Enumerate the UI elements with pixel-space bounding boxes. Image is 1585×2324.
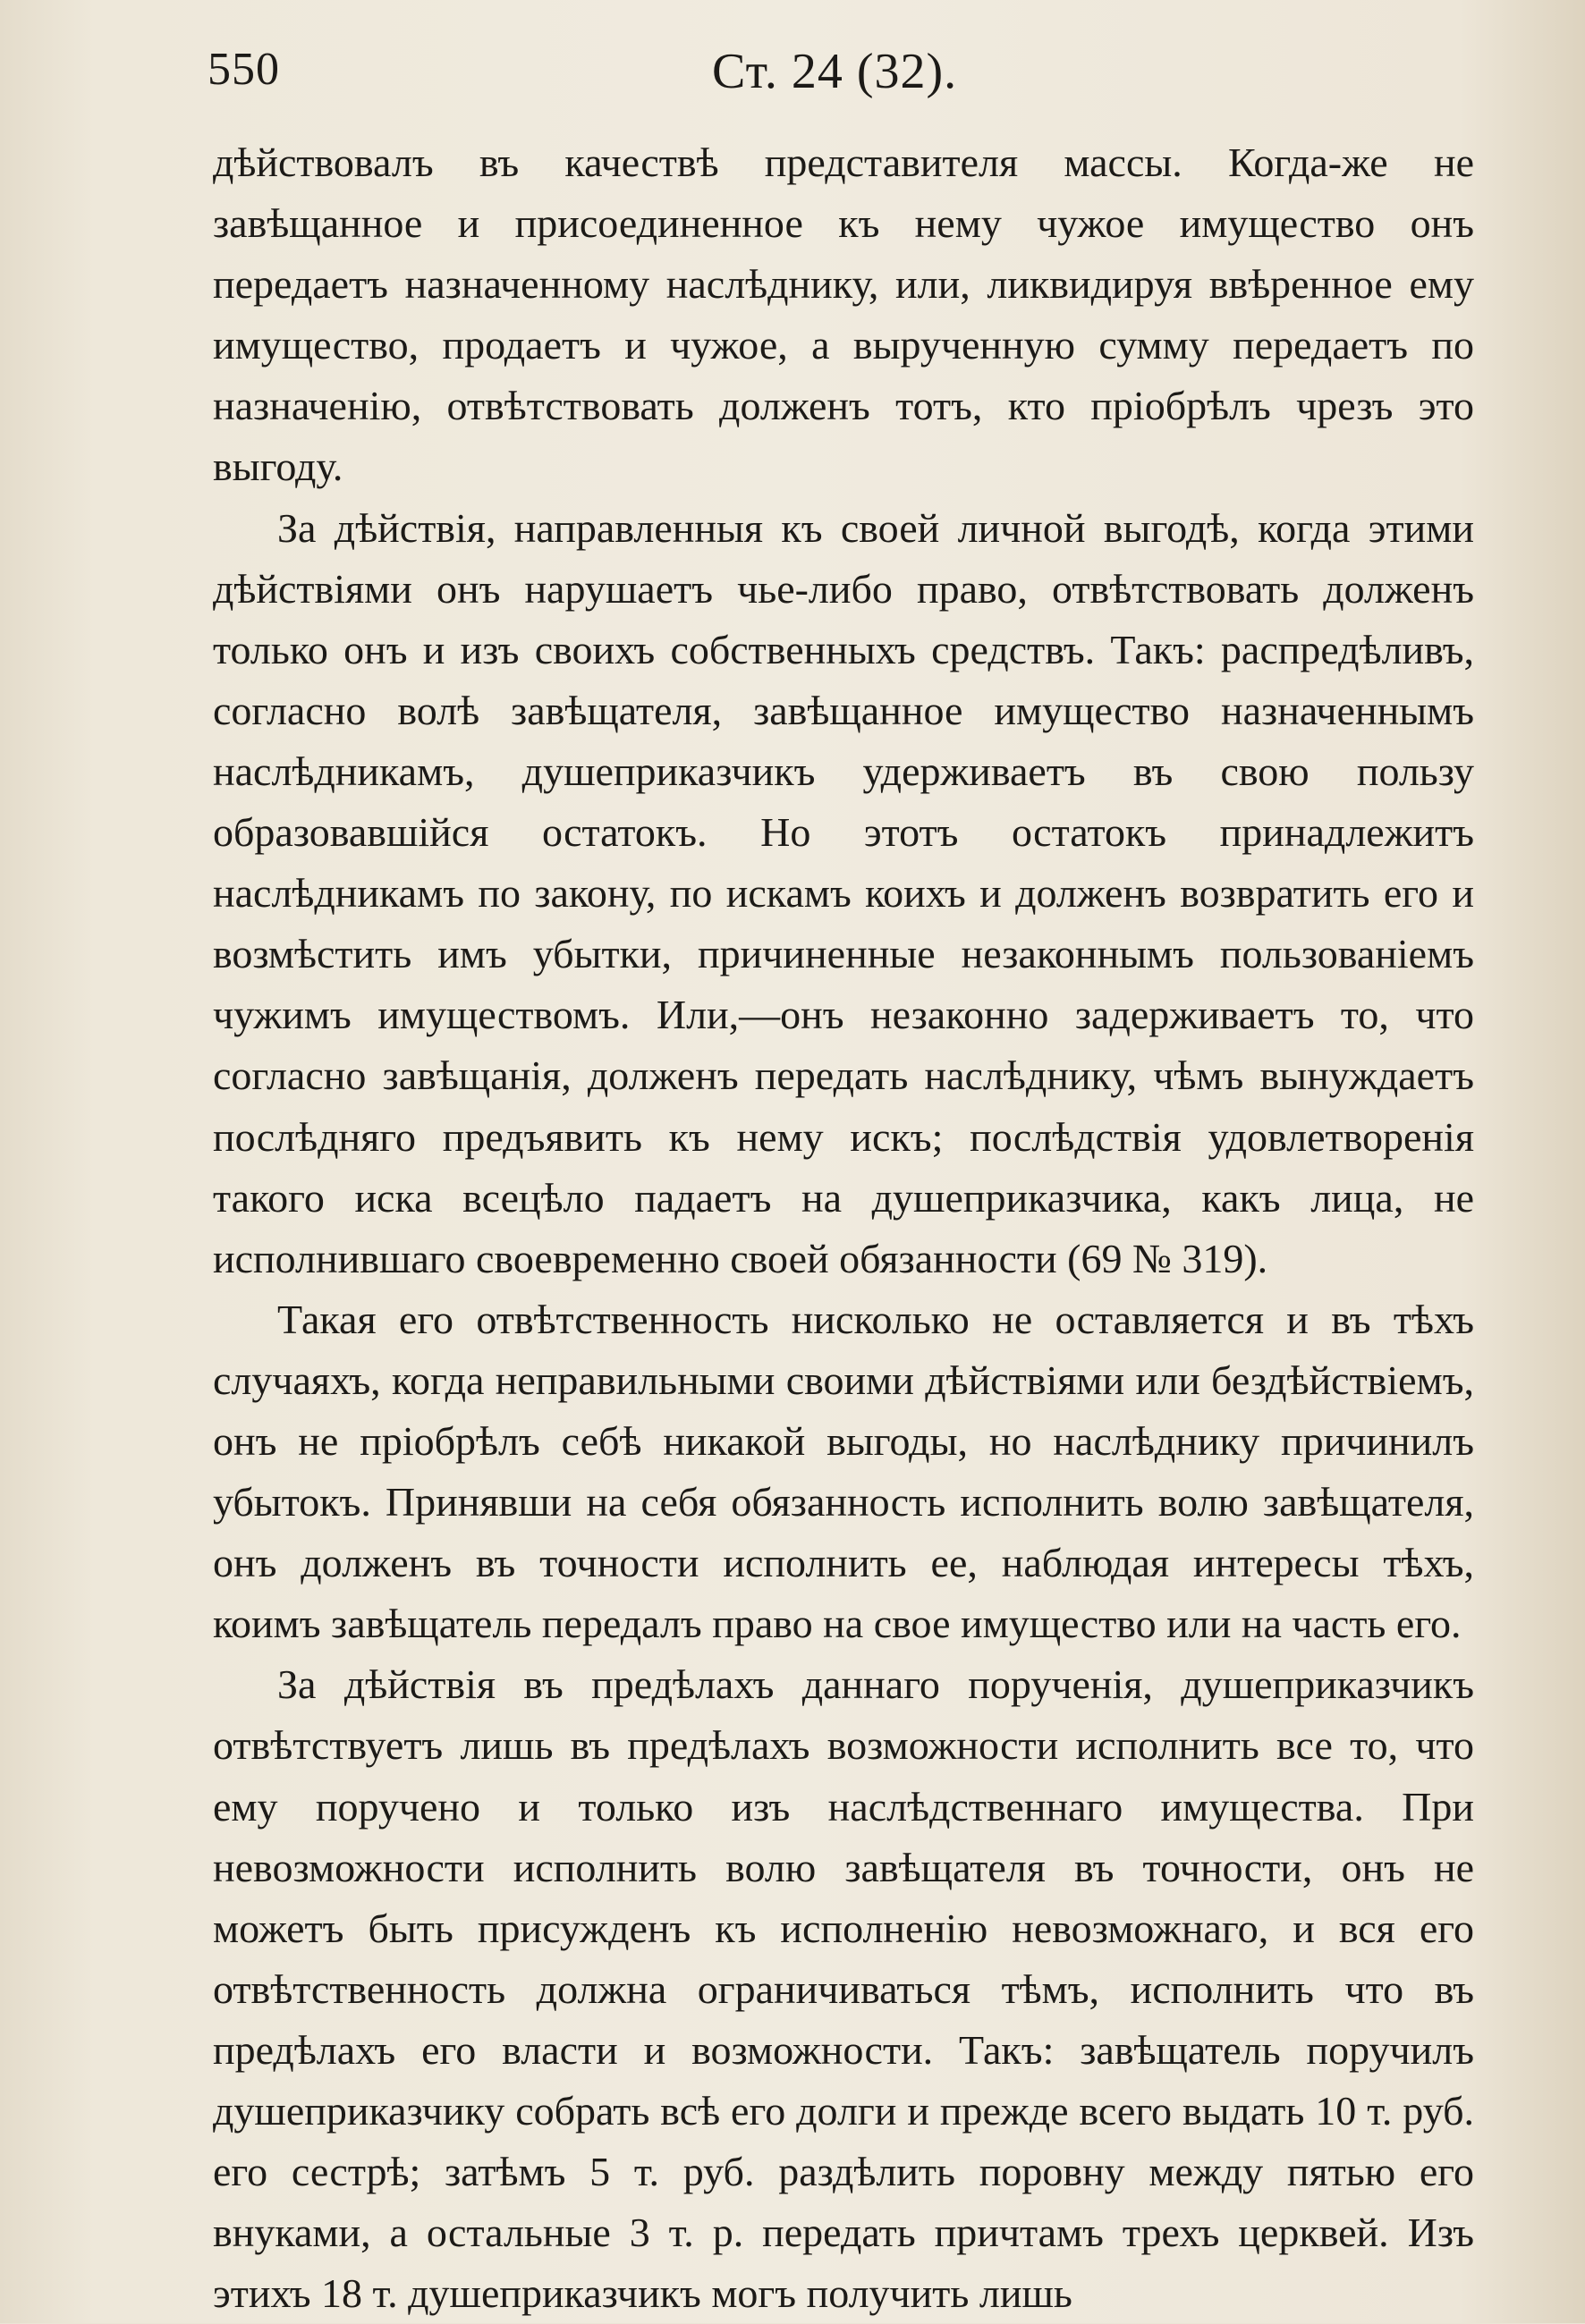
page-number: 550 bbox=[208, 44, 280, 95]
running-head: Ст. 24 (32). bbox=[712, 44, 958, 99]
page-header bbox=[0, 27, 1585, 125]
paragraph: Такая его отвѣтственность нисколько не оставляется и въ тѣхъ случаяхъ, когда неправильными своими дѣйствіями или бездѣйствіемъ, онъ не пріобрѣлъ себѣ никакой выгоды, но наслѣднику причинилъ убытокъ. Принявши на себя обязанность исполнить волю завѣщателя, онъ долженъ въ точности исполнить ее, наблюдая интересы тѣхъ, коимъ завѣщатель передалъ право на свое имущество или на часть его. bbox=[213, 1296, 1474, 1647]
paragraph: За дѣйствія въ предѣлахъ даннаго порученія, душеприказчикъ отвѣтствуетъ лишь въ предѣлахъ возможности исполнить все то, что ему поручено и только изъ наслѣдственнаго имущества. При невозможности исполнить волю завѣщателя въ точности, онъ не можетъ быть присужденъ къ исполненію невозможнаго, и вся его отвѣтственность должна ограничиваться тѣмъ, исполнить что въ предѣлахъ его власти и возможности. Такъ: завѣщатель поручилъ душеприказчику собрать всѣ его долги и прежде всего выдать 10 т. руб. его сестрѣ; затѣмъ 5 т. руб. раздѣлить поровну между пятью его внуками, а остальные 3 т. р. передать причтамъ трехъ церквей. Изъ этихъ 18 т. душеприказчикъ могъ получить лишь bbox=[213, 1661, 1474, 2317]
paragraph: За дѣйствія, направленныя къ своей личной выгодѣ, когда этими дѣйствіями онъ нарушаетъ чье-либо право, отвѣтствовать долженъ только онъ и изъ своихъ собственныхъ средствъ. Такъ: распредѣливъ, согласно волѣ завѣщателя, завѣщанное имущество назначеннымъ наслѣдникамъ, душеприказчикъ удерживаетъ въ свою пользу образовавшійся остатокъ. Но этотъ остатокъ принадлежитъ наслѣдникамъ по закону, по искамъ коихъ и долженъ возвратить его и возмѣстить имъ убытки, причиненные незаконнымъ пользованіемъ чужимъ имуществомъ. Или,—онъ незаконно задерживаетъ то, что согласно завѣщанія, долженъ передать наслѣднику, чѣмъ вынуждаетъ послѣдняго предъявить къ нему искъ; послѣдствія удовлетворенія такого иска всецѣло падаетъ на душеприказчика, какъ лица, не исполнившаго своевременно своей обязанности (69 № 319). bbox=[213, 504, 1474, 1281]
body-text bbox=[213, 132, 1474, 2324]
paragraph-continued: дѣйствовалъ въ качествѣ представителя массы. Когда-же не завѣщанное и присоединенное къ нему чужое имущество онъ передаетъ назначенному наслѣднику, или, ликвидируя ввѣренное ему имущество, продаетъ и чужое, а вырученную сумму передаетъ по назначенію, отвѣтствовать долженъ тотъ, кто пріобрѣлъ чрезъ это выгоду. bbox=[213, 139, 1474, 490]
